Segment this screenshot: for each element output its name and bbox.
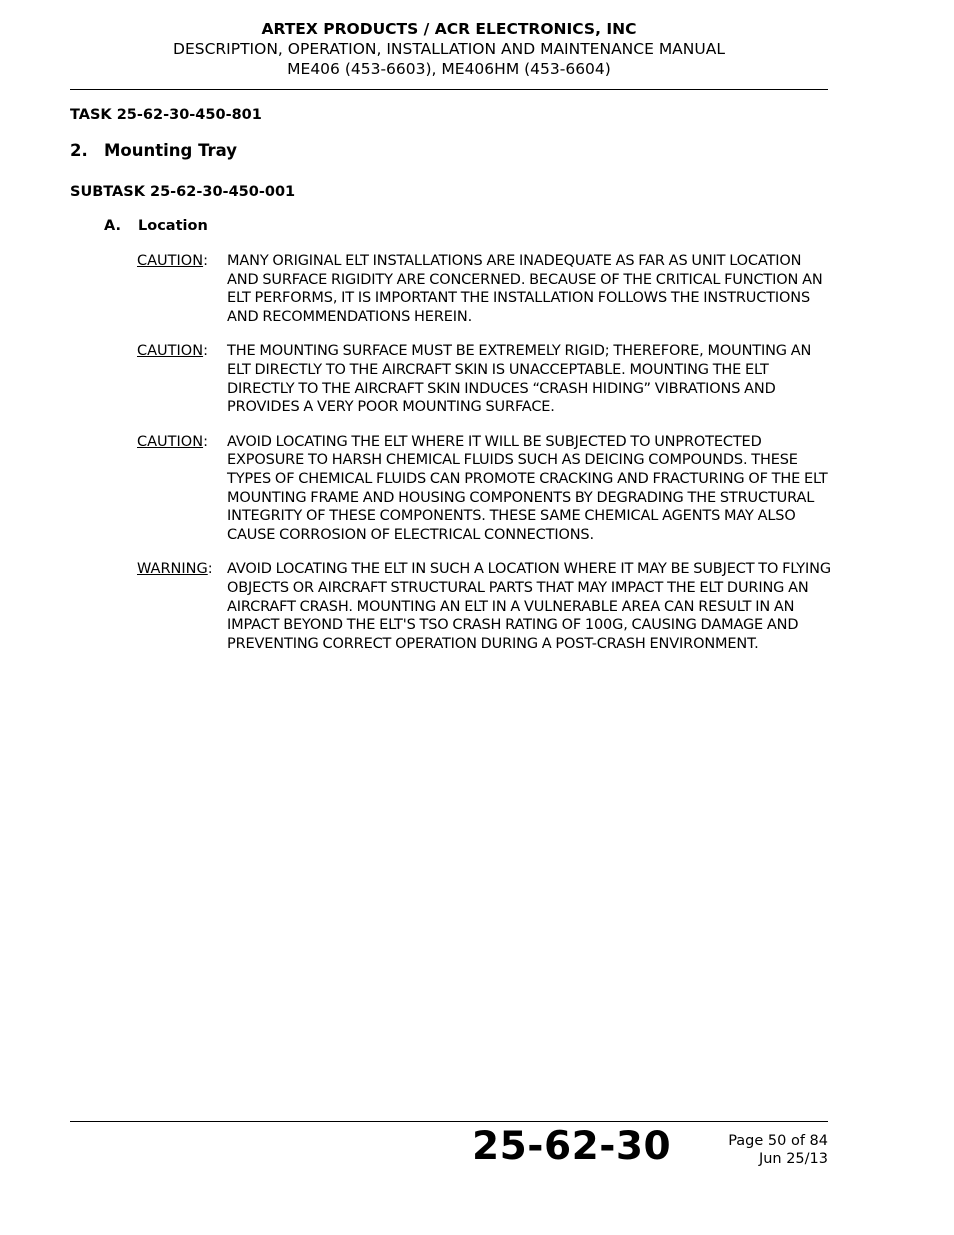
note-text: MANY ORIGINAL ELT INSTALLATIONS ARE INADEQUATE AS FAR AS UNIT LOCATION AND SURFACE RIGIDITY ARE CONCERNED. BECAUSE OF THE CRITICAL FUNCTION AN ELT PERFORMS, IT IS IMPORTANT THE INSTALLATION FOLLOWS THE INSTRUCTIONS AND RECOMMENDATIONS HEREIN. [227, 253, 823, 325]
note-label: WARNING [137, 561, 208, 578]
company-name: ARTEX PRODUCTS / ACR ELECTRONICS, INC [261, 20, 637, 38]
caution-note-3: CAUTION: AVOID LOCATING THE ELT WHERE IT WILL BE SUBJECTED TO UNPROTECTED EXPOSURE TO HARSH CHEMICAL FLUIDS SUCH AS DEICING COMPOUNDS. THESE TYPES OF CHEMICAL FLUIDS CAN PROMOTE CRACKING AND FRACTURING OF THE ELT MOUNTING FRAME AND HOUSING COMPONENTS BY DEGRADING THE STRUCTURAL INTEGRITY OF THESE COMPONENTS. THESE SAME CHEMICAL AGENTS MAY ALSO CAUSE CORROSION OF ELECTRICAL CONNECTIONS. [137, 433, 832, 545]
note-text: AVOID LOCATING THE ELT IN SUCH A LOCATION WHERE IT MAY BE SUBJECT TO FLYING OBJECTS OR AIRCRAFT STRUCTURAL PARTS THAT MAY IMPACT THE ELT DURING AN AIRCRAFT CRASH. MOUNTING AN ELT IN A VULNERABLE AREA CAN RESULT IN AN IMPACT BEYOND THE ELT'S TSO CRASH RATING OF 100G, CAUSING DAMAGE AND PREVENTING CORRECT OPERATION DURING A POST-CRASH ENVIRONMENT. [227, 561, 831, 652]
chapter-code: 25-62-30 [472, 1124, 672, 1169]
section-heading [70, 141, 237, 160]
note-text: THE MOUNTING SURFACE MUST BE EXTREMELY RIGID; THEREFORE, MOUNTING AN ELT DIRECTLY TO THE AIRCRAFT SKIN IS UNACCEPTABLE. MOUNTING THE ELT DIRECTLY TO THE AIRCRAFT SKIN INDUCES “CRASH HIDING” VIBRATIONS AND PROVIDES A VERY POOR MOUNTING SURFACE. [227, 343, 812, 416]
header-divider [70, 89, 828, 90]
manual-title: DESCRIPTION, OPERATION, INSTALLATION AND MAINTENANCE MANUAL [173, 40, 725, 58]
note-label: CAUTION [137, 253, 204, 269]
subsection-heading [104, 218, 208, 234]
page-header [70, 19, 828, 79]
section-number: 2. [70, 141, 88, 160]
section-title: Mounting Tray [104, 141, 238, 160]
subtask-id: SUBTASK 25-62-30-450-001 [70, 184, 296, 200]
subsection-title: Location [138, 218, 208, 234]
subsection-letter: A. [104, 218, 121, 234]
note-label: CAUTION [137, 433, 204, 450]
caution-note-2: CAUTION: THE MOUNTING SURFACE MUST BE EXTREMELY RIGID; THEREFORE, MOUNTING AN ELT DIRECTLY TO THE AIRCRAFT SKIN IS UNACCEPTABLE. MOUNTING THE ELT DIRECTLY TO THE AIRCRAFT SKIN INDUCES “CRASH HIDING” VIBRATIONS AND PROVIDES A VERY POOR MOUNTING SURFACE. [137, 342, 832, 416]
note-label: CAUTION [137, 343, 204, 360]
task-id: TASK 25-62-30-450-801 [70, 107, 262, 123]
caution-note-1: CAUTION: MANY ORIGINAL ELT INSTALLATIONS ARE INADEQUATE AS FAR AS UNIT LOCATION AND SURFACE RIGIDITY ARE CONCERNED. BECAUSE OF THE CRITICAL FUNCTION AN ELT PERFORMS, IT IS IMPORTANT THE INSTALLATION FOLLOWS THE INSTRUCTIONS AND RECOMMENDATIONS HEREIN. [137, 252, 832, 326]
notes-list [137, 252, 832, 669]
page-number: Page 50 of 84 [728, 1133, 828, 1149]
model-numbers: ME406 (453-6603), ME406HM (453-6604) [287, 60, 611, 78]
revision-date: Jun 25/13 [758, 1151, 828, 1167]
note-text: AVOID LOCATING THE ELT WHERE IT WILL BE SUBJECTED TO UNPROTECTED EXPOSURE TO HARSH CHEMICAL FLUIDS SUCH AS DEICING COMPOUNDS. THESE TYPES OF CHEMICAL FLUIDS CAN PROMOTE CRACKING AND FRACTURING OF THE ELT MOUNTING FRAME AND HOUSING COMPONENTS BY DEGRADING THE STRUCTURAL INTEGRITY OF THESE COMPONENTS. THESE SAME CHEMICAL AGENTS MAY ALSO CAUSE CORROSION OF ELECTRICAL CONNECTIONS. [227, 433, 828, 543]
footer-divider [70, 1121, 828, 1122]
warning-note: WARNING: AVOID LOCATING THE ELT IN SUCH A LOCATION WHERE IT MAY BE SUBJECT TO FLYING OBJECTS OR AIRCRAFT STRUCTURAL PARTS THAT MAY IMPACT THE ELT DURING AN AIRCRAFT CRASH. MOUNTING AN ELT IN A VULNERABLE AREA CAN RESULT IN AN IMPACT BEYOND THE ELT'S TSO CRASH RATING OF 100G, CAUSING DAMAGE AND PREVENTING CORRECT OPERATION DURING A POST-CRASH ENVIRONMENT. [137, 561, 831, 652]
footer-meta [680, 1132, 828, 1168]
